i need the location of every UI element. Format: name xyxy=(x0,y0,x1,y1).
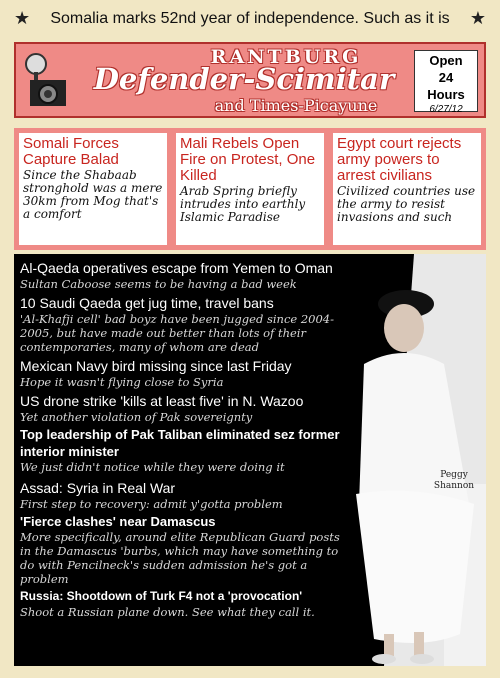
star-icon: ★ xyxy=(14,8,31,28)
top-story-headline[interactable]: Mali Rebels Open Fire on Protest, One Killed xyxy=(180,135,316,184)
story-item xyxy=(20,295,350,354)
open-label: Open xyxy=(429,53,463,68)
photo-caption xyxy=(424,470,484,492)
masthead-title-sub: and Times-Picayune xyxy=(214,96,378,115)
top-story-headline[interactable]: Somali Forces Capture Balad xyxy=(23,135,119,168)
story-headline[interactable]: Assad: Syria in Real War xyxy=(20,480,176,496)
story-subhead: Shoot a Russian plane down. See what they call it. xyxy=(20,605,315,619)
story-item xyxy=(20,260,350,291)
top-story-headline[interactable]: Egypt court rejects army powers to arrest civilians xyxy=(337,135,462,184)
masthead-title-main: Defender-Scimitar xyxy=(93,62,395,96)
star-icon: ★ xyxy=(469,8,486,28)
story-item xyxy=(20,480,350,511)
story-item xyxy=(20,393,350,424)
masthead xyxy=(14,42,486,118)
story-item xyxy=(20,588,350,619)
top-story-card xyxy=(176,133,324,245)
caption-first-name: Peggy xyxy=(440,470,468,480)
hours-label: Hours xyxy=(427,87,465,102)
top-story-subhead: Arab Spring briefly intrudes into earthly Islamic Paradise xyxy=(180,184,306,224)
story-headline[interactable]: Russia: Shootdown of Turk F4 not a 'provocation' xyxy=(20,589,303,603)
story-headline[interactable]: US drone strike 'kills at least five' in N. Wazoo xyxy=(20,393,304,409)
story-subhead: Sultan Caboose seems to be having a bad week xyxy=(20,277,297,291)
story-subhead: First step to recovery: admit y'gotta problem xyxy=(20,497,283,511)
story-headline[interactable]: 10 Saudi Qaeda get jug time, travel bans xyxy=(20,295,274,311)
open-hours-box xyxy=(414,50,478,115)
story-subhead: Hope it wasn't flying close to Syria xyxy=(20,375,224,389)
story-subhead: Yet another violation of Pak sovereignty xyxy=(20,410,253,424)
story-headline[interactable]: Al-Qaeda operatives escape from Yemen to Oman xyxy=(20,260,333,276)
story-headline[interactable]: Mexican Navy bird missing since last Friday xyxy=(20,358,292,374)
caption-last-name: Shannon xyxy=(433,481,475,491)
top-stories-row xyxy=(14,128,486,250)
hours-number: 24 xyxy=(438,70,454,85)
story-headline[interactable]: 'Fierce clashes' near Damascus xyxy=(20,514,216,529)
top-story-card xyxy=(333,133,481,245)
main-stories-panel xyxy=(14,254,486,666)
story-item xyxy=(20,358,350,389)
story-item xyxy=(20,426,350,474)
story-subhead: 'Al-Khafji cell' bad boyz have been jugged since 2004-2005, but have made out better than lots of their contemporaries, many of whom are dead xyxy=(20,312,335,354)
camera-icon xyxy=(22,52,72,110)
story-subhead: More specifically, around elite Republican Guard posts in the Damascus 'burbs, which may have something to do with Pencilneck's sudden admission he's got a problem xyxy=(20,530,340,586)
top-story-subhead: Civilized countries use the army to resist invasions and such xyxy=(337,184,476,224)
story-subhead: We just didn't notice while they were doing it xyxy=(20,460,285,474)
masthead-title-top: RANTBURG xyxy=(210,46,362,68)
date-label: 6/27/12 xyxy=(429,104,463,115)
story-headline[interactable]: Top leadership of Pak Taliban eliminated sez former interior minister xyxy=(20,427,340,459)
top-story-card xyxy=(19,133,167,245)
story-list xyxy=(20,260,350,619)
banner-headline[interactable]: Somalia marks 52nd year of independence. Such as it is xyxy=(50,10,450,27)
top-story-subhead: Since the Shabaab stronghold was a mere 30km from Mog that's a comfort xyxy=(23,168,163,221)
top-banner xyxy=(0,0,500,38)
story-item xyxy=(20,513,350,586)
